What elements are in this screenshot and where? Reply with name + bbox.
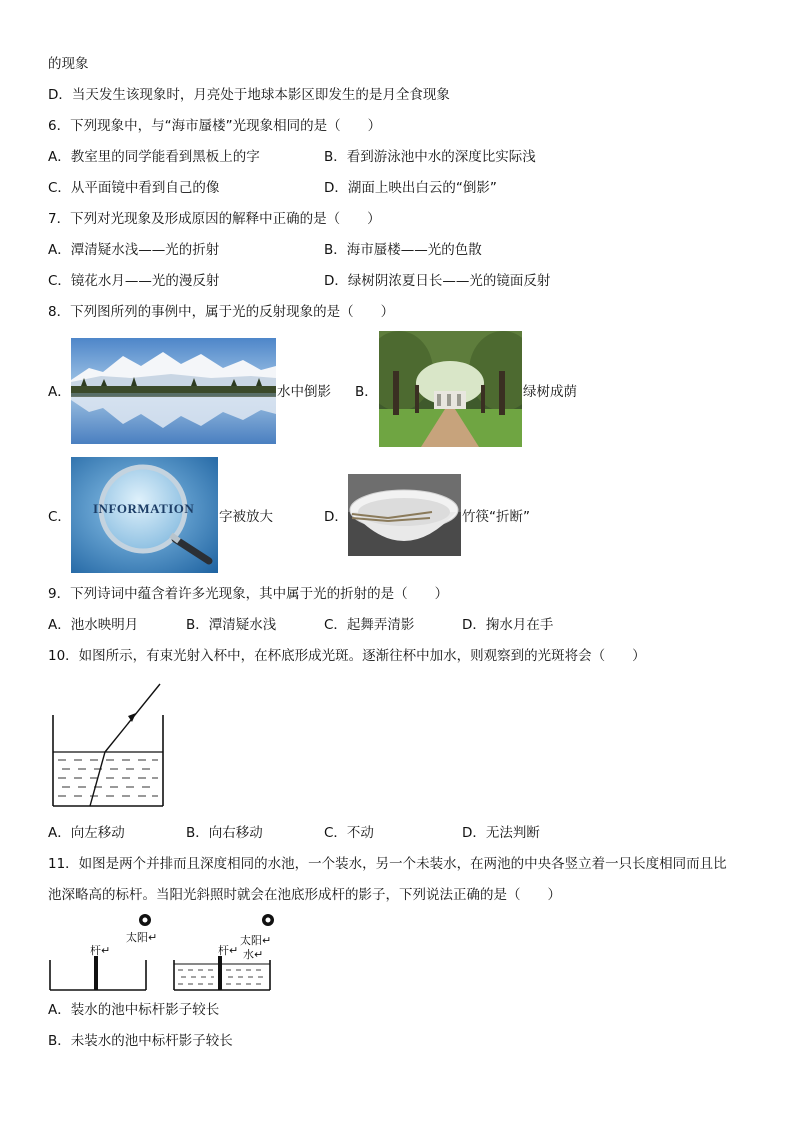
q7-option-c: C．镜花水月——光的漫反射 bbox=[48, 273, 220, 289]
q9-option-d: D．掬水月在手 bbox=[462, 617, 554, 633]
q10-option-c: C．不动 bbox=[324, 825, 374, 841]
q9-option-a: A．池水映明月 bbox=[48, 617, 139, 633]
tree-avenue-image bbox=[379, 331, 522, 447]
pole-label-2: 杆↵ bbox=[218, 944, 239, 957]
q8-option-b-letter: B． bbox=[355, 384, 378, 400]
q7-option-b: B．海市蜃楼——光的色散 bbox=[324, 242, 482, 258]
q8-option-d-letter: D． bbox=[324, 509, 348, 525]
q8-option-c-letter: C． bbox=[48, 509, 71, 525]
q10-stem: 10．如图所示，有束光射入杯中，在杯底形成光斑。逐渐往杯中加水，则观察到的光斑将会（ ） bbox=[48, 648, 646, 664]
q9-stem: 9．下列诗词中蕴含着许多光现象，其中属于光的折射的是（ ） bbox=[48, 586, 449, 602]
q8-option-c-caption: 字被放大 bbox=[219, 509, 273, 525]
cup-light-diagram bbox=[48, 680, 168, 810]
q11-option-a: A．装水的池中标杆影子较长 bbox=[48, 1002, 220, 1018]
q6-option-c: C．从平面镜中看到自己的像 bbox=[48, 180, 220, 196]
sun-label-2: 太阳↵ bbox=[240, 934, 272, 947]
q8-stem: 8．下列图所列的事例中，属于光的反射现象的是（ ） bbox=[48, 304, 395, 320]
q10-option-a: A．向左移动 bbox=[48, 825, 125, 841]
magnified-word-text: INFORMATION bbox=[93, 501, 195, 516]
q6-option-b: B．看到游泳池中水的深度比实际浅 bbox=[324, 149, 536, 165]
q6-option-d: D．湖面上映出白云的“倒影” bbox=[324, 180, 497, 196]
magnifier-image bbox=[71, 457, 218, 573]
q8-option-b-caption: 绿树成荫 bbox=[523, 384, 577, 400]
chopstick-bowl-image bbox=[348, 474, 461, 556]
water-label: 水↵ bbox=[243, 948, 264, 961]
text-line-continued: 的现象 bbox=[48, 56, 89, 72]
q8-option-d-caption: 竹筷“折断” bbox=[462, 509, 530, 525]
q7-stem: 7．下列对光现象及形成原因的解释中正确的是（ ） bbox=[48, 211, 381, 227]
q6-stem: 6．下列现象中，与“海市蜃楼”光现象相同的是（ ） bbox=[48, 118, 382, 134]
q8-option-a-letter: A． bbox=[48, 384, 71, 400]
q6-option-a: A．教室里的同学能看到黑板上的字 bbox=[48, 149, 260, 165]
lake-reflection-image bbox=[71, 338, 276, 444]
q11-option-b: B．未装水的池中标杆影子较长 bbox=[48, 1033, 233, 1049]
q10-option-d: D．无法判断 bbox=[462, 825, 540, 841]
q11-stem-line1: 11．如图是两个并排而且深度相同的水池，一个装水，另一个未装水，在两池的中央各竖立着一只长度相同而且比 bbox=[48, 856, 727, 872]
sun-label-1: 太阳↵ bbox=[126, 931, 158, 944]
q7-option-a: A．潭清疑水浅——光的折射 bbox=[48, 242, 220, 258]
two-pools-diagram bbox=[46, 910, 276, 996]
q9-option-b: B．潭清疑水浅 bbox=[186, 617, 277, 633]
q11-stem-line2: 池深略高的标杆。当阳光斜照时就会在池底形成杆的影子，下列说法正确的是（ ） bbox=[48, 887, 561, 903]
q7-option-d: D．绿树阴浓夏日长——光的镜面反射 bbox=[324, 273, 551, 289]
pole-label-1: 杆↵ bbox=[90, 944, 111, 957]
q9-option-c: C．起舞弄清影 bbox=[324, 617, 415, 633]
q10-option-b: B．向右移动 bbox=[186, 825, 263, 841]
q8-option-a-caption: 水中倒影 bbox=[277, 384, 331, 400]
q5-option-d: D．当天发生该现象时，月亮处于地球本影区即发生的是月全食现象 bbox=[48, 87, 450, 103]
